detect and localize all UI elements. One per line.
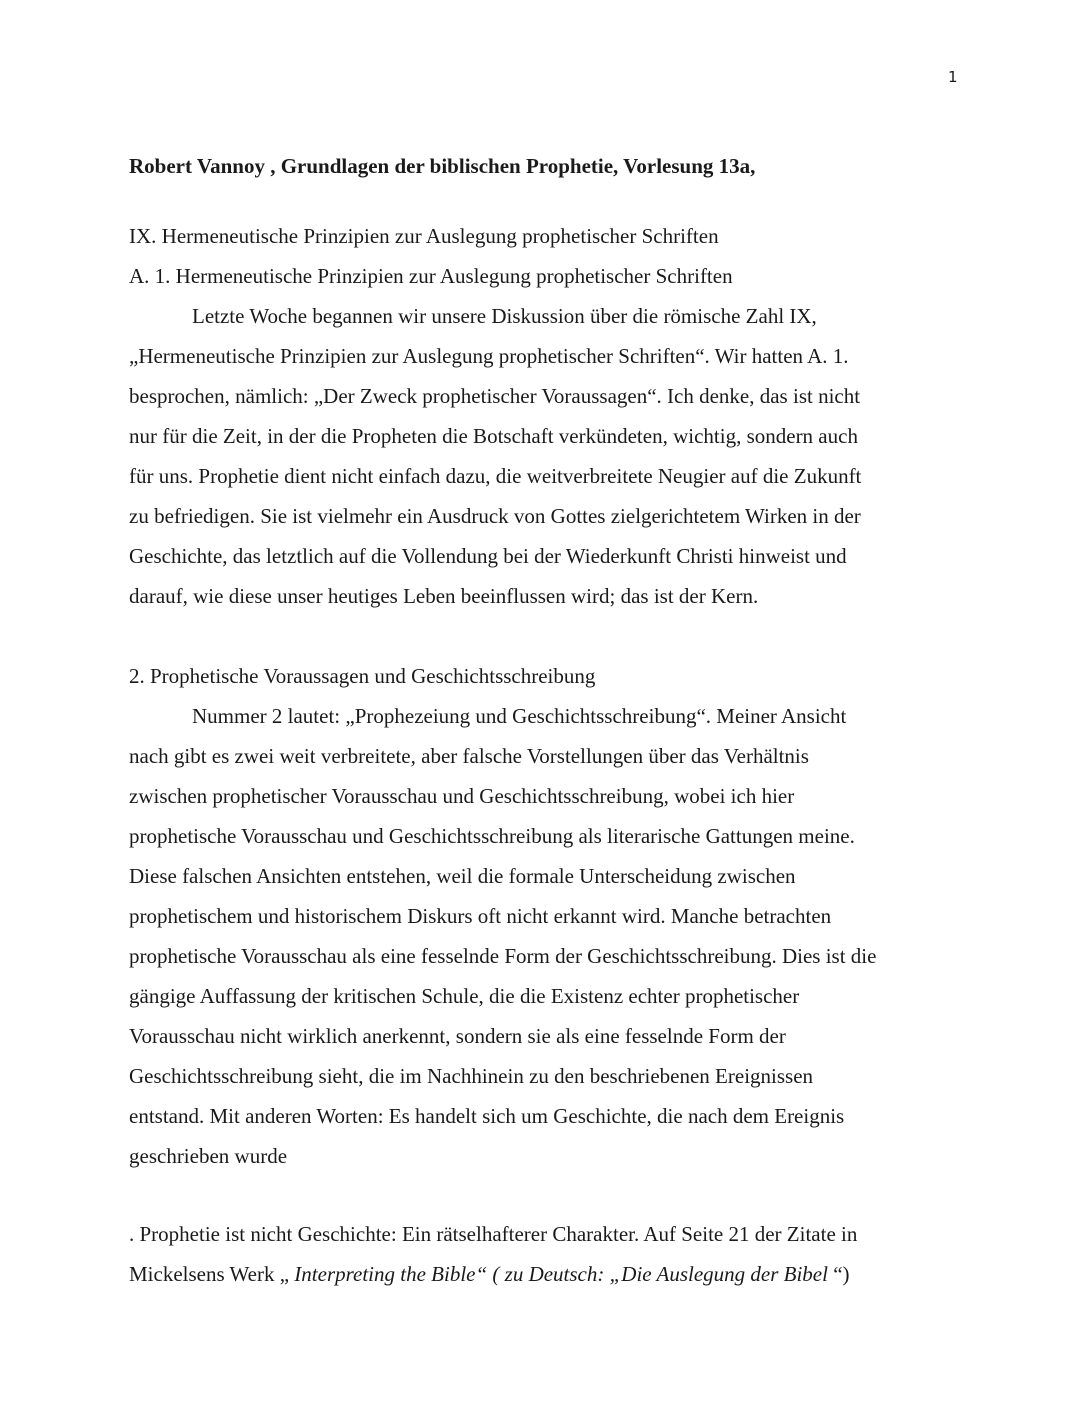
citation-prefix: Mickelsens Werk „ <box>129 1262 295 1286</box>
section-heading: IX. Hermeneutische Prinzipien zur Auslegung prophetischer Schriften <box>129 224 719 248</box>
paragraph-line: geschrieben wurde <box>129 1144 288 1168</box>
paragraph-line: Diese falschen Ansichten entstehen, weil die formale Unterscheidung zwischen <box>129 864 796 888</box>
paragraph-line: . Prophetie ist nicht Geschichte: Ein rätselhafterer Charakter. Auf Seite 21 der Zitate in <box>129 1222 858 1246</box>
paragraph-line <box>129 1254 959 1294</box>
paragraph-line: zu befriedigen. Sie ist vielmehr ein Ausdruck von Gottes zielgerichtetem Wirken in der <box>129 504 861 528</box>
paragraph-line: darauf, wie diese unser heutiges Leben beeinflussen wird; das ist der Kern. <box>129 584 759 608</box>
subsection-1-heading: A. 1. Hermeneutische Prinzipien zur Auslegung prophetischer Schriften <box>129 264 733 288</box>
paragraph-line: nach gibt es zwei weit verbreitete, aber falsche Vorstellungen über das Verhältnis <box>129 744 809 768</box>
paragraph-line: für uns. Prophetie dient nicht einfach dazu, die weitverbreitete Neugier auf die Zukunft <box>129 464 862 488</box>
paragraph-3 <box>129 1214 959 1294</box>
paragraph-line: Vorausschau nicht wirklich anerkennt, sondern sie als eine fesselnde Form der <box>129 1024 786 1048</box>
paragraph-line: prophetischem und historischem Diskurs oft nicht erkannt wird. Manche betrachten <box>129 904 832 928</box>
paragraph-line: prophetische Vorausschau und Geschichtsschreibung als literarische Gattungen meine. <box>129 824 855 848</box>
paragraph-line: Nummer 2 lautet: „Prophezeiung und Geschichtsschreibung“. Meiner Ansicht <box>192 704 847 728</box>
paragraph-line: nur für die Zeit, in der die Propheten die Botschaft verkündeten, wichtig, sondern auch <box>129 424 858 448</box>
paragraph-line: zwischen prophetischer Vorausschau und Geschichtsschreibung, wobei ich hier <box>129 784 795 808</box>
paragraph-1 <box>129 296 959 616</box>
paragraph-line: besprochen, nämlich: „Der Zweck prophetischer Voraussagen“. Ich denke, das ist nicht <box>129 384 861 408</box>
document-title: Robert Vannoy , Grundlagen der biblischen Prophetie, Vorlesung 13a, <box>129 154 756 178</box>
paragraph-line: entstand. Mit anderen Worten: Es handelt sich um Geschichte, die nach dem Ereignis <box>129 1104 845 1128</box>
page-number: 1 <box>948 68 958 86</box>
paragraph-line: prophetische Vorausschau als eine fesselnde Form der Geschichtsschreibung. Dies ist die <box>129 944 877 968</box>
paragraph-line: „Hermeneutische Prinzipien zur Auslegung prophetischer Schriften“. Wir hatten A. 1. <box>129 344 849 368</box>
subsection-2-heading: 2. Prophetische Voraussagen und Geschichtsschreibung <box>129 664 596 688</box>
paragraph-2 <box>129 696 959 1176</box>
paragraph-line: gängige Auffassung der kritischen Schule, die die Existenz echter prophetischer <box>129 984 800 1008</box>
paragraph-line: Geschichtsschreibung sieht, die im Nachhinein zu den beschriebenen Ereignissen <box>129 1064 814 1088</box>
paragraph-line: Geschichte, das letztlich auf die Vollendung bei der Wiederkunft Christi hinweist und <box>129 544 847 568</box>
document-body <box>129 146 959 1294</box>
citation-suffix: “) <box>827 1262 850 1286</box>
book-title-italic: Interpreting the Bible“ ( zu Deutsch: „Die Auslegung der Bibel <box>294 1262 828 1286</box>
paragraph-line: Letzte Woche begannen wir unsere Diskussion über die römische Zahl IX, <box>192 304 817 328</box>
